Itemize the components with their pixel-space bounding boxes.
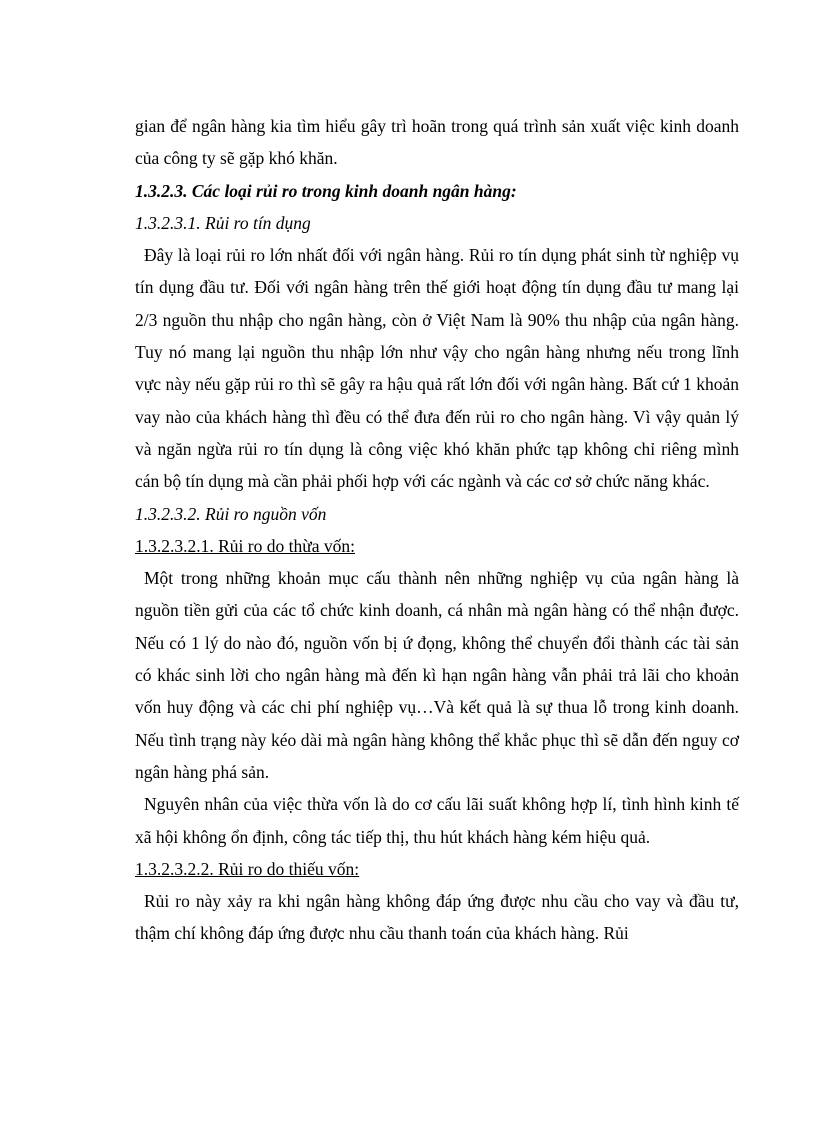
document-page xyxy=(135,110,739,950)
paragraph-capital-shortage: Rủi ro này xảy ra khi ngân hàng không đáp ứng được nhu cầu cho vay và đầu tư, thậm chí không đáp ứng được nhu cầu thanh toán của khách hàng. Rủi xyxy=(135,891,739,944)
paragraph-excess-capital-causes: Nguyên nhân của việc thừa vốn là do cơ cấu lãi suất không hợp lí, tình hình kinh tế xã hội không ổn định, công tác tiếp thị, thu hút khách hàng kém hiệu quả. xyxy=(135,794,739,847)
subsection-heading-capital-shortage: 1.3.2.3.2.2. Rủi ro do thiếu vốn: xyxy=(135,858,360,879)
paragraph-excess-capital: Một trong những khoản mục cấu thành nên những nghiệp vụ của ngân hàng là nguồn tiền gửi của các tổ chức kinh doanh, cá nhân mà ngân hàng có thể nhận được. Nếu có 1 lý do nào đó, nguồn vốn bị ứ đọng, không thể chuyển đổi thành các tài sản có khác sinh lời cho ngân hàng mà đến kì hạn ngân hàng vẫn phải trả lãi cho khoản vốn huy động và các chi phí nghiệp vụ…Và kết quả là sự thua lỗ trong kinh doanh. Nếu tình trạng này kéo dài mà ngân hàng không thể khắc phục thì sẽ dẫn đến nguy cơ ngân hàng phá sản. xyxy=(135,568,739,782)
paragraph-continuation: gian để ngân hàng kia tìm hiểu gây trì hoãn trong quá trình sản xuất việc kinh doanh của công ty sẽ gặp khó khăn. xyxy=(135,116,739,169)
subsection-heading-capital-risk: 1.3.2.3.2. Rủi ro nguồn vốn xyxy=(135,503,327,524)
subsection-heading-excess-capital: 1.3.2.3.2.1. Rủi ro do thừa vốn: xyxy=(135,535,355,556)
paragraph-credit-risk: Đây là loại rủi ro lớn nhất đối với ngân hàng. Rủi ro tín dụng phát sinh từ nghiệp vụ tín dụng đầu tư. Đối với ngân hàng trên thế giới hoạt động tín dụng đầu tư mang lại 2/3 nguồn thu nhập cho ngân hàng, còn ở Việt Nam là 90% thu nhập của ngân hàng. Tuy nó mang lại nguồn thu nhập lớn như vậy cho ngân hàng nhưng nếu trong lĩnh vực này nếu gặp rủi ro thì sẽ gây ra hậu quả rất lớn đối với ngân hàng. Bất cứ 1 khoản vay nào của khách hàng thì đều có thể đưa đến rủi ro cho ngân hàng. Vì vậy quản lý và ngăn ngừa rủi ro tín dụng là công việc khó khăn phức tạp không chỉ riêng mình cán bộ tín dụng mà cần phải phối hợp với các ngành và các cơ sở chức năng khác. xyxy=(135,245,739,492)
subsection-heading-credit-risk: 1.3.2.3.1. Rủi ro tín dụng xyxy=(135,212,311,233)
section-heading-risk-types: 1.3.2.3. Các loại rủi ro trong kinh doanh ngân hàng: xyxy=(135,180,517,201)
